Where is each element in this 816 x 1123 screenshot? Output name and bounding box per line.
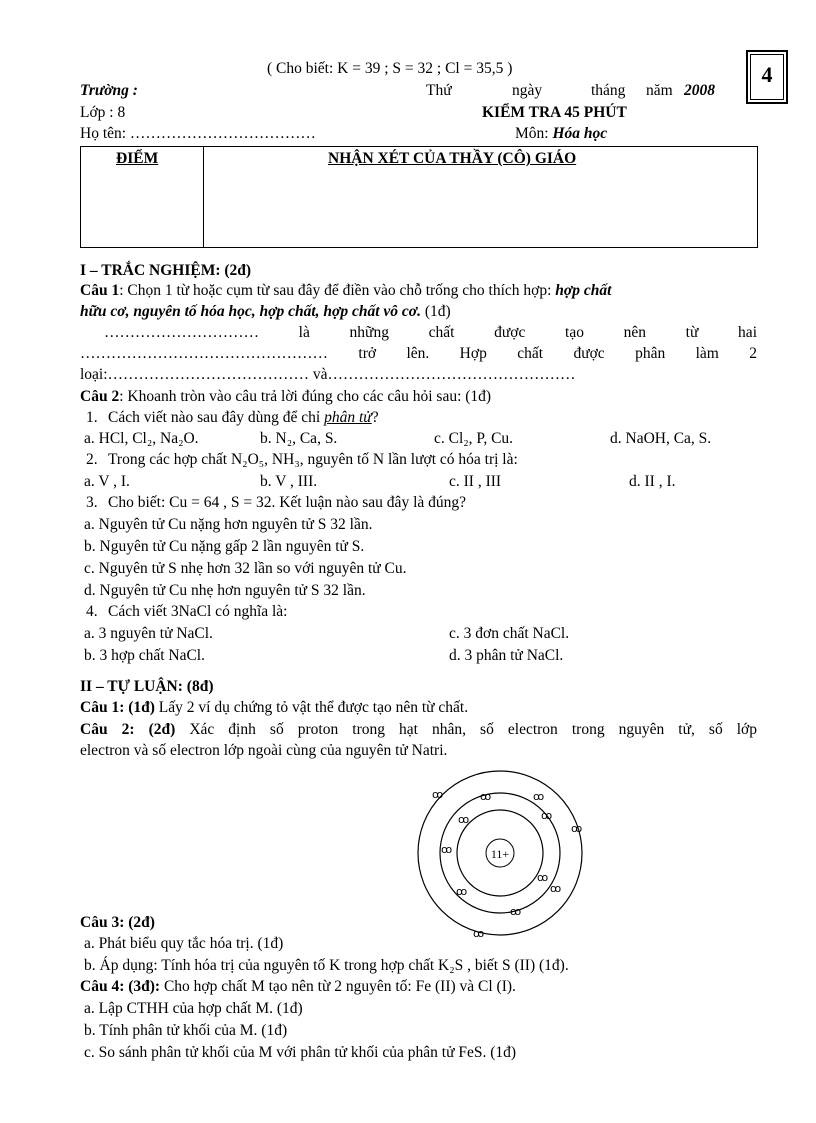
sub3-option-a[interactable]: a. Nguyên tử Cu nặng hơn nguyên tử S 32 lần.	[84, 516, 373, 533]
c1-label: Câu 1: (1đ)	[80, 699, 155, 716]
c4-text: Cho hợp chất M tạo nên từ 2 nguyên tố: Fe (II) và Cl (I).	[160, 978, 516, 995]
c3-label: Câu 3: (2đ)	[80, 914, 155, 931]
sub4-option-d[interactable]: d. 3 phân tử NaCl.	[449, 647, 564, 664]
date-ngay: ngày	[512, 82, 543, 99]
school-label: Trường :	[80, 82, 138, 99]
q1-line1	[80, 282, 611, 300]
grade-box-divider	[203, 147, 204, 247]
exam-number: 4	[761, 62, 773, 87]
score-header: ĐIỂM	[116, 150, 159, 167]
sub4-option-a[interactable]: a. 3 nguyên tử NaCl.	[84, 625, 213, 642]
subject-name: Hóa học	[552, 125, 608, 142]
q1-words-1: hợp chất	[555, 282, 612, 299]
subject-line	[515, 125, 607, 143]
class-label: Lớp : 8	[80, 104, 126, 121]
c2-line1	[80, 721, 757, 739]
sub2-option-d[interactable]: d. II , I.	[629, 473, 676, 490]
c4-line	[80, 978, 516, 996]
sub3-option-d[interactable]: d. Nguyên tử Cu nhẹ hơn nguyên tử S 32 lần.	[84, 582, 366, 599]
q1-fill-line3: loại:………………………………… và…………………………………………	[80, 366, 576, 383]
c4-part-c: c. So sánh phân tử khối của M với phân tử khối của phân tử FeS. (1đ)	[84, 1044, 517, 1061]
exam-year: 2008	[684, 82, 715, 99]
sub1-text: Cách viết nào sau đây dùng để chỉ	[108, 409, 325, 426]
sub3-option-b[interactable]: b. Nguyên tử Cu nặng gấp 2 lần nguyên tử S.	[84, 538, 365, 555]
c2-line2: electron và số electron lớp ngoài cùng của nguyên tử Natri.	[80, 742, 448, 759]
q1-label: Câu 1	[80, 282, 120, 299]
q1-words-2: hữu cơ, nguyên tố hóa học, hợp chất, hợp chất vô cơ.	[80, 303, 421, 320]
grade-comment-box	[80, 146, 758, 248]
sub2-option-c[interactable]: c. II , III	[449, 473, 502, 490]
sub1-number: 1.	[86, 409, 98, 426]
subject-label: Môn:	[515, 125, 549, 142]
given-masses: ( Cho biết: K = 39 ; S = 32 ; Cl = 35,5 )	[267, 60, 513, 77]
sub1-option-c[interactable]: c. Cl₂, P, Cu.	[434, 430, 514, 447]
q2-line	[80, 388, 491, 406]
electron: ꝏ	[550, 882, 562, 895]
c4-part-a: a. Lập CTHH của hợp chất M. (1đ)	[84, 1000, 303, 1017]
sub3-option-c[interactable]: c. Nguyên tử S nhẹ hơn 32 lần so với nguyên tử Cu.	[84, 560, 407, 577]
electron: ꝏ	[537, 871, 549, 884]
electron: ꝏ	[441, 843, 453, 856]
c2-label: Câu 2: (2đ)	[80, 721, 176, 738]
date-nam: năm	[646, 82, 673, 99]
c2-text-1: Xác định số proton trong hạt nhân, số electron trong nguyên tử, số lớp	[175, 721, 757, 738]
electron: ꝏ	[458, 813, 470, 826]
c3-part-b: b. Áp dụng: Tính hóa trị của nguyên tố K trong hợp chất K₂S , biết S (II) (1đ).	[84, 957, 569, 974]
sub1-end: ?	[371, 409, 379, 426]
electron: ꝏ	[571, 822, 583, 835]
electron: ꝏ	[432, 788, 444, 801]
c3-part-a: a. Phát biểu quy tắc hóa trị. (1đ)	[84, 935, 284, 952]
sodium-atom-diagram	[410, 765, 600, 945]
exam-number-box	[746, 50, 788, 104]
sub4-option-b[interactable]: b. 3 hợp chất NaCl.	[84, 647, 205, 664]
q1-points: (1đ)	[420, 303, 451, 320]
sub3-text: Cho biết: Cu = 64 , S = 32. Kết luận nào sau đây là đúng?	[108, 494, 467, 511]
sub2-option-b[interactable]: b. V , III.	[260, 473, 318, 490]
student-name-field: Họ tên: ………………………………	[80, 125, 316, 142]
part1-title: I – TRẮC NGHIỆM: (2đ)	[80, 262, 252, 279]
electron: ꝏ	[510, 905, 522, 918]
sub1-question	[108, 409, 379, 427]
electron: ꝏ	[480, 790, 492, 803]
q1-line2	[80, 303, 451, 321]
sub4-number: 4.	[86, 603, 98, 620]
electron: ꝏ	[541, 809, 553, 822]
sub1-option-d[interactable]: d. NaOH, Ca, S.	[610, 430, 712, 447]
q1-text: : Chọn 1 từ hoặc cụm từ sau đây để điền vào chỗ trống cho thích hợp:	[119, 282, 556, 299]
q1-fill-line2: ………………………………………… trở lên. Hợp chất được phân làm 2	[80, 345, 757, 362]
c1-text: Lấy 2 ví dụ chứng tỏ vật thể được tạo nên từ chất.	[154, 699, 469, 716]
sub2-option-a[interactable]: a. V , I.	[84, 473, 130, 490]
date-thang: tháng	[591, 82, 626, 99]
exam-title: KIỂM TRA 45 PHÚT	[482, 104, 627, 121]
electron: ꝏ	[473, 927, 485, 940]
nucleus-charge: 11+	[490, 847, 510, 861]
c4-part-b: b. Tính phân tử khối của M. (1đ)	[84, 1022, 288, 1039]
part2-title: II – TỰ LUẬN: (8đ)	[80, 678, 214, 695]
sub2-text: Trong các hợp chất N₂O₅, NH₃, nguyên tố N lần lượt có hóa trị là:	[108, 451, 518, 468]
teacher-comment-header: NHẬN XÉT CỦA THẦY (CÔ) GIÁO	[328, 150, 577, 167]
sub1-option-a[interactable]: a. HCl, Cl₂, Na₂O.	[84, 430, 199, 447]
sub1-emphasis: phân tử	[324, 409, 372, 426]
q2-text: : Khoanh tròn vào câu trả lời đúng cho các câu hỏi sau: (1đ)	[119, 388, 492, 405]
q1-fill-line1: ………………………… là những chất được tạo nên từ hai	[104, 324, 757, 341]
electron: ꝏ	[533, 790, 545, 803]
c1-line	[80, 699, 468, 717]
electron: ꝏ	[456, 885, 468, 898]
c4-label: Câu 4: (3đ):	[80, 978, 161, 995]
sub3-number: 3.	[86, 494, 98, 511]
sub4-option-c[interactable]: c. 3 đơn chất NaCl.	[449, 625, 570, 642]
sub4-text: Cách viết 3NaCl có nghĩa là:	[108, 603, 288, 620]
sub2-number: 2.	[86, 451, 98, 468]
sub1-option-b[interactable]: b. N₂, Ca, S.	[260, 430, 338, 447]
date-thu: Thứ	[426, 82, 452, 99]
q2-label: Câu 2	[80, 388, 120, 405]
